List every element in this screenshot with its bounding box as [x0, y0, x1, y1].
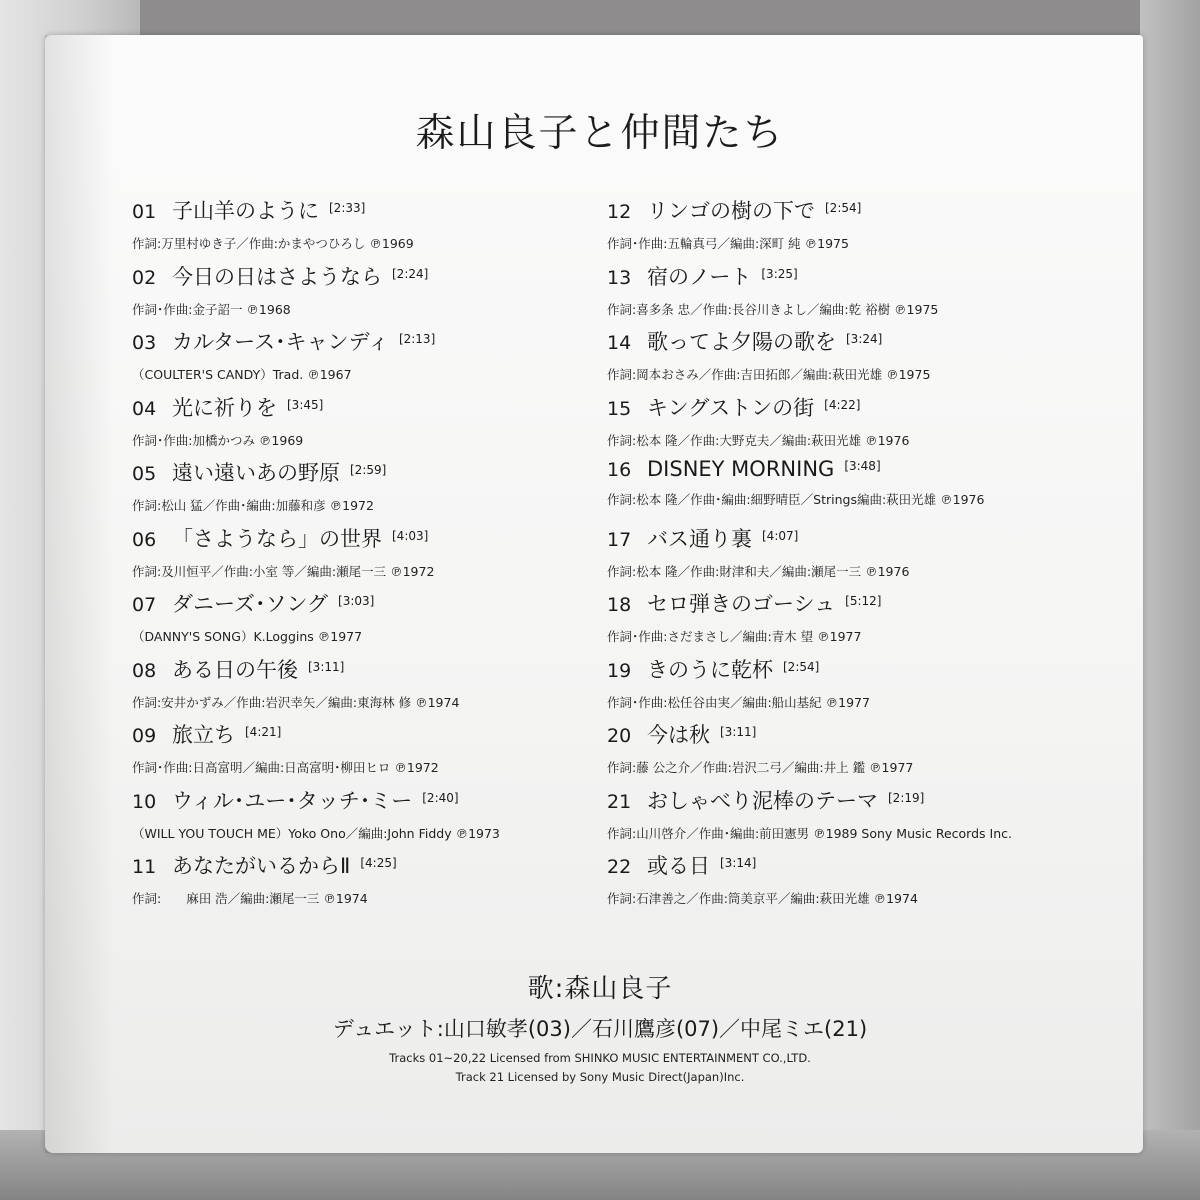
track-02 — [132, 261, 572, 327]
track-credit: （COULTER'S CANDY）Trad. ℗1967 — [132, 367, 352, 382]
track-duration: [4:03] — [392, 528, 429, 543]
credits-footer — [0, 968, 1200, 1084]
track-title: 今日の日はさようなら — [172, 264, 382, 289]
track-number: 14 — [607, 332, 632, 354]
track-number: 15 — [607, 397, 632, 420]
track-title: ダニーズ･ソング — [172, 592, 329, 616]
track-08 — [132, 654, 572, 720]
track-credit: 作詞･作曲:日高富明／編曲:日高富明･柳田ヒロ ℗1972 — [132, 760, 439, 775]
track-credit: 作詞:松本 隆／作曲･編曲:細野晴臣／Strings編曲:萩田光雄 ℗1976 — [607, 492, 985, 507]
track-duration: [2:19] — [888, 790, 925, 805]
track-duration: [3:48] — [844, 459, 881, 473]
track-duration: [4:07] — [762, 528, 799, 543]
track-number: 09 — [132, 725, 157, 747]
track-credit: 作詞:山川啓介／作曲･編曲:前田憲男 ℗1989 Sony Music Records Inc. — [607, 825, 1012, 841]
track-duration: [2:13] — [398, 332, 436, 346]
track-duration: [2:59] — [350, 463, 387, 477]
track-03 — [132, 326, 572, 392]
track-22 — [607, 850, 1127, 916]
track-duration: [3:24] — [846, 332, 883, 346]
track-number: 22 — [607, 856, 632, 878]
track-credit: 作詞･作曲:金子詔一 ℗1968 — [132, 301, 291, 317]
track-duration: [4:22] — [824, 397, 861, 412]
track-number: 06 — [132, 528, 157, 551]
track-title: ある日の午後 — [172, 657, 298, 682]
track-credit: 作詞:松本 隆／作曲:大野克夫／編曲:萩田光雄 ℗1976 — [607, 432, 910, 448]
track-number: 18 — [607, 594, 632, 616]
track-14 — [607, 326, 1127, 392]
track-title: 或る日 — [647, 854, 710, 878]
track-title: 歌ってよ夕陽の歌を — [647, 330, 836, 354]
track-16 — [607, 457, 1127, 523]
track-title: キングストンの街 — [647, 395, 815, 420]
track-number: 04 — [132, 397, 157, 420]
track-05 — [132, 457, 572, 523]
track-credit: （WILL YOU TOUCH ME）Yoko Ono／編曲:John Fiddy ℗1973 — [132, 825, 500, 841]
track-number: 07 — [132, 594, 157, 616]
track-credit: 作詞･作曲:五輪真弓／編曲:深町 純 ℗1975 — [607, 236, 849, 251]
track-title: セロ弾きのゴーシュ — [647, 592, 836, 616]
track-title: 宿のノート — [647, 264, 752, 289]
track-credit: 作詞･作曲:松任谷由実／編曲:船山基紀 ℗1977 — [607, 694, 870, 710]
track-17 — [607, 523, 1127, 589]
track-duration: [2:54] — [783, 659, 820, 674]
track-credit: 作詞･作曲:加橋かつみ ℗1969 — [132, 432, 304, 448]
track-21 — [607, 785, 1127, 851]
track-duration: [3:14] — [720, 856, 757, 870]
track-09 — [132, 719, 572, 785]
track-title: 遠い遠いあの野原 — [172, 461, 340, 485]
track-duration: [3:45] — [287, 397, 324, 412]
track-number: 13 — [607, 266, 632, 289]
track-credit: 作詞:喜多条 忠／作曲:長谷川きよし／編曲:乾 裕樹 ℗1975 — [607, 301, 939, 317]
track-duration: [5:12] — [845, 594, 882, 608]
track-credit: （DANNY'S SONG）K.Loggins ℗1977 — [132, 629, 363, 644]
track-credit: 作詞:石津善之／作曲:筒美京平／編曲:萩田光雄 ℗1974 — [607, 891, 918, 906]
singer-credit: 歌:森山良子 — [527, 974, 673, 1004]
track-credit: 作詞:万里村ゆき子／作曲:かまやつひろし ℗1969 — [132, 236, 414, 251]
track-12 — [607, 195, 1127, 261]
track-11 — [132, 850, 572, 916]
track-credit: 作詞･作曲:さだまさし／編曲:青木 望 ℗1977 — [607, 629, 862, 644]
track-credit: 作詞:安井かずみ／作曲:岩沢幸矢／編曲:東海林 修 ℗1974 — [132, 694, 460, 710]
track-duration: [2:54] — [825, 201, 862, 215]
track-07 — [132, 588, 572, 654]
track-duration: [2:24] — [392, 266, 429, 281]
track-duration: [4:25] — [360, 856, 397, 870]
tracklist-left — [132, 195, 572, 916]
track-title: リンゴの樹の下で — [647, 199, 815, 223]
track-number: 02 — [132, 266, 157, 289]
duet-credit: デュエット:山口敏孝(03)／石川鷹彦(07)／中尾ミエ(21) — [332, 1017, 868, 1041]
track-credit: 作詞:藤 公之介／作曲:岩沢二弓／編曲:井上 鑑 ℗1977 — [607, 760, 914, 775]
track-number: 20 — [607, 725, 632, 747]
track-title: 今は秋 — [647, 723, 710, 747]
track-number: 01 — [132, 201, 157, 223]
track-number: 17 — [607, 528, 632, 551]
track-title: バス通り裏 — [647, 526, 752, 551]
track-number: 10 — [132, 790, 157, 813]
track-number: 11 — [132, 856, 157, 878]
track-title: 光に祈りを — [172, 395, 277, 420]
license-line-2: Track 21 Licensed by Sony Music Direct(Japan)Inc. — [455, 1070, 745, 1084]
track-15 — [607, 392, 1127, 458]
track-number: 03 — [132, 332, 157, 354]
track-title: あなたがいるからⅡ — [172, 854, 351, 878]
track-duration: [3:03] — [338, 594, 375, 608]
track-number: 16 — [607, 459, 632, 481]
album-title: 森山良子と仲間たち — [415, 111, 785, 156]
track-credit: 作詞: 麻田 浩／編曲:瀬尾一三 ℗1974 — [132, 891, 368, 906]
track-19 — [607, 654, 1127, 720]
track-duration: [2:33] — [329, 201, 366, 215]
track-title: ウィル･ユー･タッチ･ミー — [172, 788, 413, 813]
track-number: 08 — [132, 659, 157, 682]
track-20 — [607, 719, 1127, 785]
track-duration: [2:40] — [422, 790, 459, 805]
track-credit: 作詞:松本 隆／作曲:財津和夫／編曲:瀬尾一三 ℗1976 — [607, 563, 910, 579]
license-line-1: Tracks 01~20,22 Licensed from SHINKO MUSIC ENTERTAINMENT CO.,LTD. — [389, 1051, 811, 1065]
track-duration: [3:25] — [761, 266, 798, 281]
track-credit: 作詞:岡本おさみ／作曲:吉田拓郎／編曲:萩田光雄 ℗1975 — [607, 367, 931, 382]
tracklist-right — [607, 195, 1127, 916]
track-number: 21 — [607, 790, 632, 813]
track-04 — [132, 392, 572, 458]
track-duration: [4:21] — [245, 725, 282, 739]
track-credit: 作詞:松山 猛／作曲･編曲:加藤和彦 ℗1972 — [132, 498, 374, 513]
track-title: 「さようなら」の世界 — [172, 526, 382, 551]
track-title: おしゃべり泥棒のテーマ — [647, 788, 878, 813]
track-title: DISNEY MORNING — [647, 457, 835, 481]
track-10 — [132, 785, 572, 851]
track-duration: [3:11] — [720, 725, 757, 739]
track-title: 旅立ち — [172, 723, 235, 747]
track-title: きのうに乾杯 — [647, 657, 773, 682]
track-number: 05 — [132, 463, 157, 485]
track-duration: [3:11] — [308, 659, 345, 674]
track-credit: 作詞:及川恒平／作曲:小室 等／編曲:瀬尾一三 ℗1972 — [132, 563, 435, 579]
track-title: カルタース･キャンディ — [172, 330, 389, 354]
track-13 — [607, 261, 1127, 327]
track-number: 12 — [607, 201, 632, 223]
track-06 — [132, 523, 572, 589]
track-number: 19 — [607, 659, 632, 682]
track-01 — [132, 195, 572, 261]
track-title: 子山羊のように — [172, 199, 319, 223]
track-18 — [607, 588, 1127, 654]
